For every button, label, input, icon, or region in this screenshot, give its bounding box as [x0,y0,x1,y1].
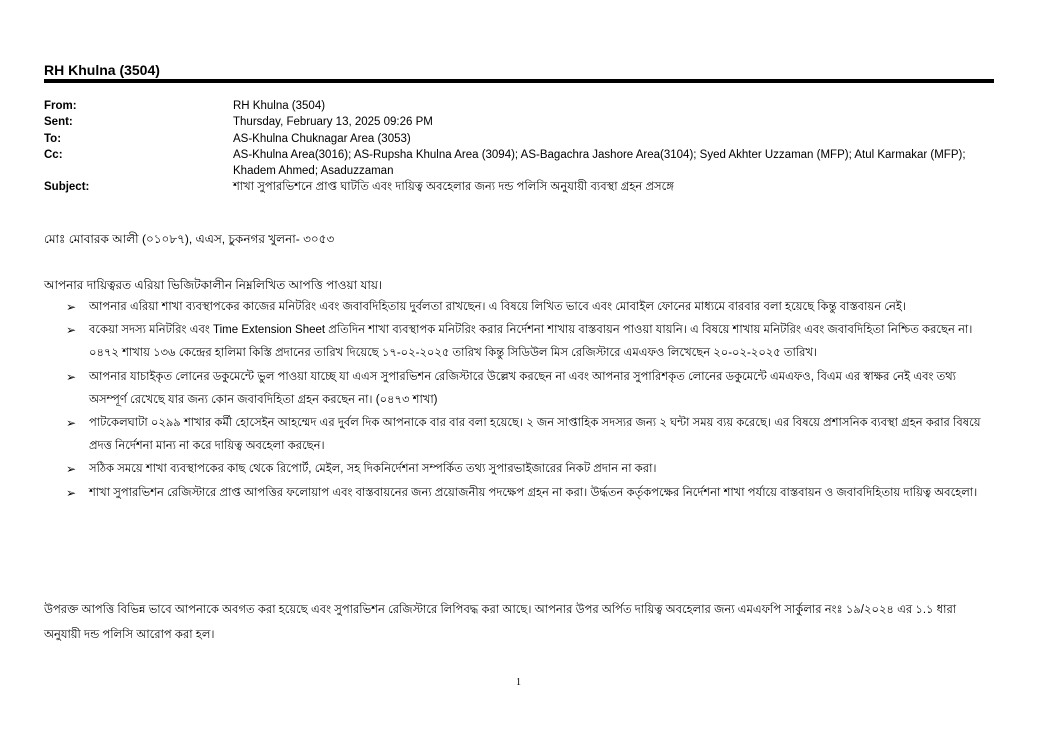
from-value: RH Khulna (3504) [233,100,326,112]
objection-list [66,296,984,505]
subject-label: Subject: [44,181,90,194]
list-item [66,482,984,505]
from-label: From: [44,100,77,112]
list-item [66,296,984,319]
document-title: RH Khulna (3504) [44,62,160,78]
sent-value: Thursday, February 13, 2025 09:26 PM [233,116,433,129]
header-from-row [44,98,994,114]
arrow-bullet-icon: ➢ [66,462,77,477]
list-item-text: শাখা সুপারভিশন রেজিস্টারে প্রাপ্ত আপত্তির ফলোয়াপ এবং বাস্তবায়নের জন্য প্রয়োজনীয় পদক্ষেপ গ্রহন না করা। উর্দ্ধতন কর্তৃকপক্ষের নির্দেশনা শাখা পর্যায়ে বাস্তবায়ন ও জবাবদিহিতায় দায়িত্ব অবহেলা। [89,486,978,499]
cc-label: Cc: [44,148,63,161]
header-to-row [44,131,994,147]
list-item-text: বকেয়া সদস্য মনিটরিং এবং Time Extension Sheet প্রতিদিন শাখা ব্যবস্থাপক মনিটরিং করার নির্দেশনা শাখায় বাস্তবায়ন পাওয়া যায়নি। এ বিষয়ে শাখায় মনিটরিং এবং জবাবদিহিতা নিশ্চিত করছেন না। ০৪৭২ শাখায় ১৩৬ কেন্দ্রের হালিমা কিস্তি প্রদানের তারিখ দিয়েছে ১৭-০২-২০২৫ তারিখ কিন্তু সিডিউল মিস রেজিস্টারে এমএফও লিখেছেন ২০-০২-২০২৫ তারিখ। [89,324,973,360]
list-item [66,319,984,365]
arrow-bullet-icon: ➢ [66,416,77,431]
conclusion-paragraph: উপরক্ত আপত্তি বিভিন্ন ভাবে আপনাকে অবগত করা হয়েছে এবং সুপারভিশন রেজিস্টারে লিপিবদ্ধ করা আছে। আপনার উপর অর্পিত দায়িত্ব অবহেলার জন্য এমএফপি সার্কুলার নংঃ ১৯/২০২৪ এর ১.১ ধারা অনুযায়ী দন্ড পলিসি আরোপ করা হল। [44,604,957,641]
arrow-bullet-icon: ➢ [66,485,77,500]
subject-value: শাখা সুপারভিশনে প্রাপ্ত ঘাটতি এবং দায়িত্ব অবহেলার জন্য দন্ড পলিসি অনুযায়ী ব্যবস্থা গ্রহন প্রসঙ্গে [233,181,674,194]
to-value: AS-Khulna Chuknagar Area (3053) [233,132,411,145]
list-item-text: সঠিক সময়ে শাখা ব্যবস্থাপকের কাছ থেকে রিপোর্ট, মেইল, সহ দিকনির্দেশনা সম্পর্কিত তথ্য সুপারভাইজারের নিকট প্রদান না করা। [89,463,657,476]
cc-value: AS-Khulna Area(3016); AS-Rupsha Khulna Area (3094); AS-Bagachra Jashore Area(3104); Syed Akhter Uzzaman (MFP); Atul Karmakar (MFP); Khadem Ahmed; Asaduzzaman [233,148,966,178]
header-cc-row [44,147,994,180]
arrow-bullet-icon: ➢ [66,323,77,338]
header-subject-row [44,179,994,195]
list-item [66,458,984,481]
recipient-line: মোঃ মোবারক আলী (০১০৮৭), এএস, চুকনগর খুলনা- ৩০৫৩ [44,232,335,246]
list-item-text: পাটকেলঘাটা ০২৯৯ শাখার কর্মী হোসেইন আহম্মেদ এর দুর্বল দিক আপনাকে বার বার বলা হয়েছে। ২ জন সাপ্তাহিক সদস্যর জন্য ২ ঘন্টা সময় ব্যয় করেছে। এর বিষয়ে প্রশাসনিক ব্যবস্থা গ্রহন করার বিষয়ে প্রদত্ত নির্দেশনা মান্য না করে দায়িত্ব অবহেলা করছেন। [89,417,981,453]
title-divider [44,79,994,83]
email-header-block [44,98,994,196]
list-item-text: আপনার যাচাইকৃত লোনের ডকুমেন্টে ভুল পাওয়া যাচ্ছে যা এএস সুপারভিশন রেজিস্টারে উল্লেখ করছেন না এবং আপনার সুপারিশকৃত লোনের ডকুমেন্টে এমএফও, বিএম এর স্বাক্ষর নেই এবং তথ্য অসম্পূর্ণ রেখেছে যার জন্য কোন জবাবদিহিতা গ্রহন করছেন না। (০৪৭৩ শাখা) [89,370,957,406]
list-item-text: আপনার এরিয়া শাখা ব্যবস্থাপকের কাজের মনিটরিং এবং জবাবদিহিতায় দুর্বলতা রাখছেন। এ বিষয়ে লিখিত ভাবে এবং মোবাইল ফোনের মাধ্যমে বারবার বলা হয়েছে কিন্তু বাস্তবায়ন নেই। [89,301,906,313]
to-label: To: [44,132,62,145]
list-item [66,412,984,458]
intro-line: আপনার দায়িত্বরত এরিয়া ভিজিটকালীন নিম্নলিখিত আপত্তি পাওয়া যায়। [44,278,383,292]
list-item [66,366,984,412]
arrow-bullet-icon: ➢ [66,369,77,384]
arrow-bullet-icon: ➢ [66,300,77,314]
sent-label: Sent: [44,116,73,129]
page-number: 1 [516,677,521,688]
header-sent-row [44,114,994,130]
